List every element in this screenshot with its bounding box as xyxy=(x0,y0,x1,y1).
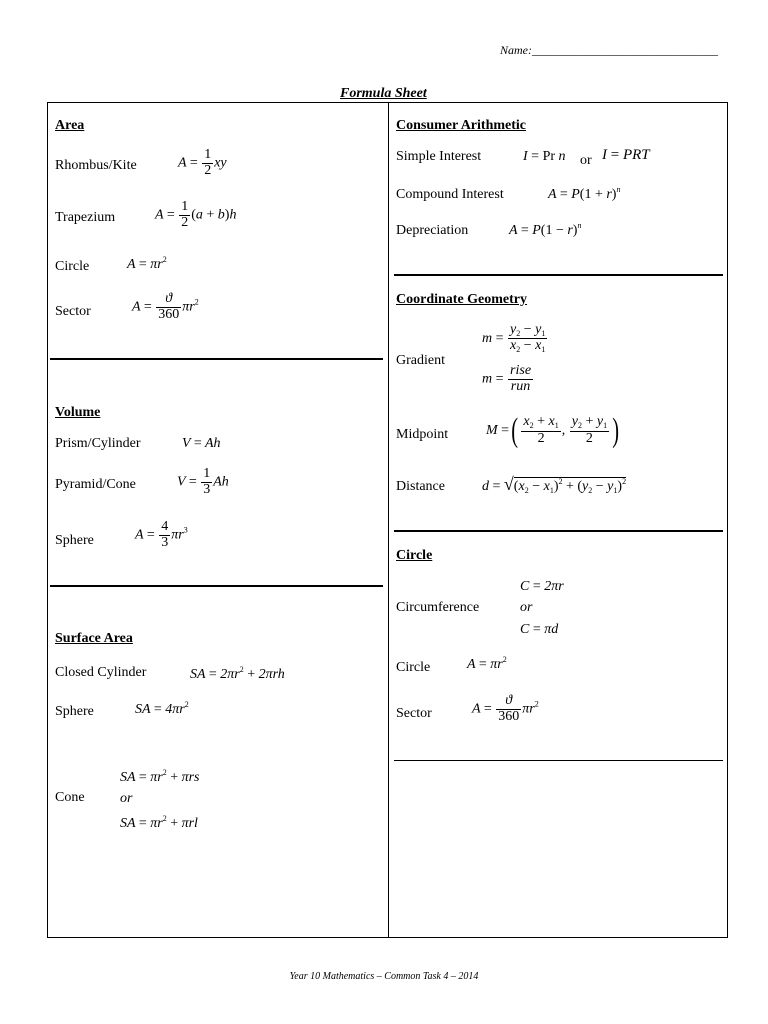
divider-area-volume xyxy=(50,358,383,360)
circle-area-label: Circle xyxy=(55,259,90,274)
circumference-formula-2: C = πd xyxy=(520,622,559,637)
divider-consumer-coordinate xyxy=(394,274,723,276)
cone-surface-formula-1: SA = $\pi r^2 + \pi rs$ xyxy=(120,768,200,785)
circle-area-label-right: Circle xyxy=(396,660,431,675)
column-divider xyxy=(388,102,389,938)
cone-surface-label: Cone xyxy=(55,790,85,805)
closed-cylinder-formula: SA = $2\pi r^2 + 2\pi rh$ xyxy=(190,665,285,682)
volume-heading: Volume xyxy=(55,405,101,420)
trapezium-label: Trapezium xyxy=(55,210,116,225)
consumer-heading: Consumer Arithmetic xyxy=(396,118,526,133)
circle-area-formula-right: $A = \pi r^2$ xyxy=(467,655,507,672)
area-heading: Area xyxy=(55,118,85,133)
divider-volume-surface xyxy=(50,585,383,587)
circle-area-formula: $A = \pi r^2$ xyxy=(127,255,167,272)
gradient-formula-2: m = $\frac{\text{rise}}{\text{run}}$ xyxy=(482,363,532,394)
circle-heading: Circle xyxy=(396,548,433,563)
sector-area-label: Sector xyxy=(55,304,91,319)
circumference-label: Circumference xyxy=(396,600,480,615)
sphere-volume-formula: A = $\frac{4}{3}$ $\pi r^3$ xyxy=(135,519,188,550)
sphere-volume-label: Sphere xyxy=(55,533,94,548)
sector-area-label-right: Sector xyxy=(396,706,432,721)
gradient-label: Gradient xyxy=(396,353,445,368)
page-footer: Year 10 Mathematics – Common Task 4 – 2014 xyxy=(289,971,479,982)
sphere-surface-label: Sphere xyxy=(55,704,94,719)
sphere-surface-formula: SA = $4\pi r^2$ xyxy=(135,700,189,717)
pyramid-cone-formula: V = $\frac{1}{3}$ Ah xyxy=(177,466,229,497)
distance-label: Distance xyxy=(396,479,445,494)
coordinate-geometry-heading: Coordinate Geometry xyxy=(396,292,528,307)
page-title: Formula Sheet xyxy=(340,86,427,101)
sector-area-formula: A = $\frac{ϑ}{360}$ $\pi r^2$ xyxy=(132,291,199,322)
rhombus-kite-formula: A = $\frac{1}{2}$ xy xyxy=(178,147,227,178)
trapezium-formula: A = $\frac{1}{2}$ (a + b)h xyxy=(155,199,237,230)
cone-surface-formula-2: SA = $\pi r^2 + \pi rl$ xyxy=(120,814,198,831)
distance-formula: $d = √(x_2 - x_1)^2 + (y_2 - y_1)^2$ xyxy=(482,474,627,495)
simple-interest-formula-2: I = PRT xyxy=(602,147,650,163)
gradient-formula-1: m = $\frac{y_2 - y_1}{x_2 - x_1}$ xyxy=(482,322,546,355)
midpoint-formula: M =( $\frac{x_2 + x_1}{2}$ , $\frac{y_2 + y_1}{2}$ ) xyxy=(486,412,620,449)
compound-interest-label: Compound Interest xyxy=(396,187,504,202)
simple-interest-formula-1: I = Pr n xyxy=(523,149,566,164)
prism-cylinder-formula: V = Ah xyxy=(182,436,221,451)
pyramid-cone-label: Pyramid/Cone xyxy=(55,477,136,492)
depreciation-formula: $A = P(1 - r)^n$ xyxy=(509,221,582,238)
surface-area-heading: Surface Area xyxy=(55,631,133,646)
compound-interest-formula: $A = P(1 + r)^n$ xyxy=(548,185,621,202)
sector-area-formula-right: A = $\frac{ϑ}{360}$ $\pi r^2$ xyxy=(472,693,539,724)
midpoint-label: Midpoint xyxy=(396,427,449,442)
closed-cylinder-label: Closed Cylinder xyxy=(55,665,147,680)
circumference-formula-1: C = 2πr xyxy=(520,579,564,594)
circumference-or: or xyxy=(520,600,533,615)
simple-interest-or: or xyxy=(580,153,592,168)
name-field-label: Name:_______________________________ xyxy=(500,43,718,57)
depreciation-label: Depreciation xyxy=(396,223,469,238)
prism-cylinder-label: Prism/Cylinder xyxy=(55,436,141,451)
simple-interest-label: Simple Interest xyxy=(396,149,482,164)
cone-surface-or: or xyxy=(120,791,133,806)
divider-circle-end xyxy=(394,760,723,761)
rhombus-kite-label: Rhombus/Kite xyxy=(55,158,137,173)
divider-coordinate-circle xyxy=(394,530,723,532)
